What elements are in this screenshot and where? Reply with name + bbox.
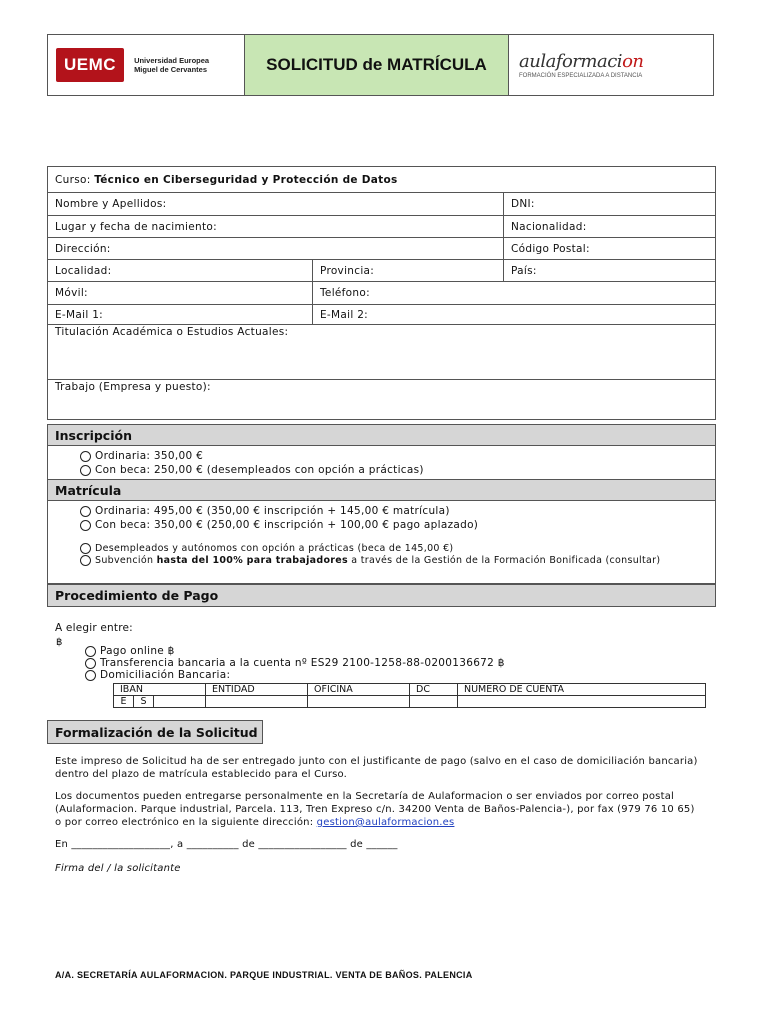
dc-field[interactable] [410,696,458,708]
provincia-field[interactable]: Provincia: [312,260,503,281]
trabajo-field[interactable]: Trabajo (Empresa y puesto): [55,381,211,393]
option-label [95,555,660,566]
pais-field[interactable]: País: [503,260,715,281]
oficina-header: OFICINA [308,684,410,696]
radio-icon[interactable] [80,555,91,566]
uemc-line1: Universidad Europea [134,56,210,65]
spacer [80,532,715,542]
option-label: Pago online ฿ [100,645,175,657]
p2-line3-text: o por correo electrónico en la siguiente dirección: [55,817,317,828]
email-link[interactable]: gestion@aulaformacion.es [316,817,455,828]
subvencion-pre: Subvención [95,554,157,566]
uemc-line2: Miguel de Cervantes [134,65,208,74]
inscripcion-beca-option[interactable] [80,463,715,477]
row-movil [47,282,716,305]
telefono-field[interactable]: Teléfono: [312,282,715,304]
radio-icon[interactable] [85,646,96,657]
domiciliacion-option[interactable] [85,669,505,681]
p1-line2: dentro del plazo de matrícula establecido para el Curso. [55,769,348,780]
firma-label: Firma del / la solicitante [55,863,181,874]
option-label: Transferencia bancaria a la cuenta nº ES29 2100-1258-88-0200136672 ฿ [100,657,505,669]
transferencia-option[interactable] [85,657,505,669]
option-label: Domiciliación Bancaria: [100,669,231,681]
inscripcion-options [47,446,716,480]
curso-label: Curso: [55,173,91,186]
option-label: Ordinaria: 495,00 € (350,00 € inscripción + 145,00 € matrícula) [95,505,450,517]
pago-options [85,645,505,681]
codigo-postal-field[interactable]: Código Postal: [503,238,715,259]
p2-line2: (Aulaformacion. Parque industrial, Parcela. 113, Tren Expreso c/n. 34200 Venta de Baños-Palencia-), por fax (979 76 10 65) [55,804,695,815]
header [47,34,714,96]
aula-tagline: FORMACIÓN ESPECIALIZADA A DISTANCIA [519,73,643,79]
iban-e: E [114,696,134,707]
email2-field[interactable]: E-Mail 2: [312,305,715,324]
radio-icon[interactable] [80,520,91,531]
iban-s: S [134,696,154,707]
formalizacion-paragraph-1 [55,755,715,781]
formalizacion-paragraph-2 [55,790,715,829]
movil-field[interactable]: Móvil: [55,287,88,299]
footer-address: A/A. SECRETARÍA AULAFORMACION. PARQUE INDUSTRIAL. VENTA DE BAÑOS. PALENCIA [55,970,473,980]
iban-header: IBAN [114,684,206,696]
row-localidad [47,260,716,282]
numero-cuenta-header: NUMERO DE CUENTA [458,684,706,696]
lugar-fecha-line[interactable]: En ___________________, a __________ de _________________ de ______ [55,839,398,850]
email1-field[interactable]: E-Mail 1: [55,308,104,321]
numero-cuenta-field[interactable] [458,696,706,708]
formalizacion-heading: Formalización de la Solicitud [47,720,263,744]
row-email [47,305,716,325]
aula-logo-text [519,51,713,72]
radio-icon[interactable] [80,543,91,554]
uemc-name [134,56,209,74]
pago-symbol: ฿ [56,637,63,648]
pago-online-option[interactable] [85,645,505,657]
entidad-header: ENTIDAD [206,684,308,696]
title-box [245,35,509,95]
radio-icon[interactable] [80,451,91,462]
nacionalidad-field[interactable]: Nacionalidad: [503,216,715,237]
subvencion-post: a través de la Gestión de la Formación Bonificada (consultar) [347,554,661,566]
uemc-logo-area [48,35,245,95]
matricula-heading: Matrícula [47,479,716,501]
entidad-field[interactable] [206,696,308,708]
option-label: Desempleados y autónomos con opción a prácticas (beca de 145,00 €) [95,542,454,554]
titulacion-field[interactable]: Titulación Académica o Estudios Actuales: [55,326,289,338]
pago-heading: Procedimiento de Pago [47,584,716,607]
radio-icon[interactable] [80,465,91,476]
subvencion-option[interactable] [80,554,715,566]
personal-data-form [47,166,716,420]
curso-cell [48,167,715,192]
iban-field[interactable] [114,696,206,708]
row-lugar [47,216,716,238]
dni-field[interactable]: DNI: [503,193,715,215]
radio-icon[interactable] [80,506,91,517]
radio-icon[interactable] [85,670,96,681]
direccion-field[interactable]: Dirección: [55,242,111,255]
uemc-logo: UEMC [56,48,124,82]
matricula-options [47,501,716,584]
p1-line1: Este impreso de Solicitud ha de ser entregado junto con el justificante de pago (salvo en el caso de domiciliación bancaria) [55,756,698,767]
row-direccion [47,238,716,260]
dc-header: DC [410,684,458,696]
bank-account-table [113,683,706,708]
bank-input-row [114,696,706,708]
desempleados-option[interactable] [80,542,715,554]
matricula-ordinaria-option[interactable] [80,504,715,518]
pago-elegir: A elegir entre: [55,622,133,634]
aulaformacion-logo [509,35,713,95]
inscripcion-heading: Inscripción [47,424,716,446]
aula-logo-end: on [622,51,644,72]
row-curso [47,166,716,193]
curso-value: Técnico en Ciberseguridad y Protección de Datos [94,173,398,186]
nombre-field[interactable]: Nombre y Apellidos: [55,198,167,210]
row-nombre [47,193,716,216]
row-trabajo [47,380,716,420]
lugar-fecha-field[interactable]: Lugar y fecha de nacimiento: [55,220,217,233]
option-label: Con beca: 350,00 € (250,00 € inscripción + 100,00 € pago aplazado) [95,519,479,531]
page-title: SOLICITUD de MATRÍCULA [266,55,487,74]
option-label: Con beca: 250,00 € (desempleados con opción a prácticas) [95,464,424,476]
oficina-field[interactable] [308,696,410,708]
inscripcion-ordinaria-option[interactable] [80,449,715,463]
radio-icon[interactable] [85,658,96,669]
bank-header-row [114,684,706,696]
p2-line3 [55,816,715,829]
subvencion-bold: hasta del 100% para trabajadores [156,554,348,566]
aula-logo-main: aulaformaci [519,51,623,72]
matricula-beca-option[interactable] [80,518,715,532]
row-titulacion [47,325,716,380]
localidad-field[interactable]: Localidad: [55,264,112,277]
option-label: Ordinaria: 350,00 € [95,450,204,462]
p2-line1: Los documentos pueden entregarse personalmente en la Secretaría de Aulaformacion o ser enviados por correo postal [55,791,674,802]
